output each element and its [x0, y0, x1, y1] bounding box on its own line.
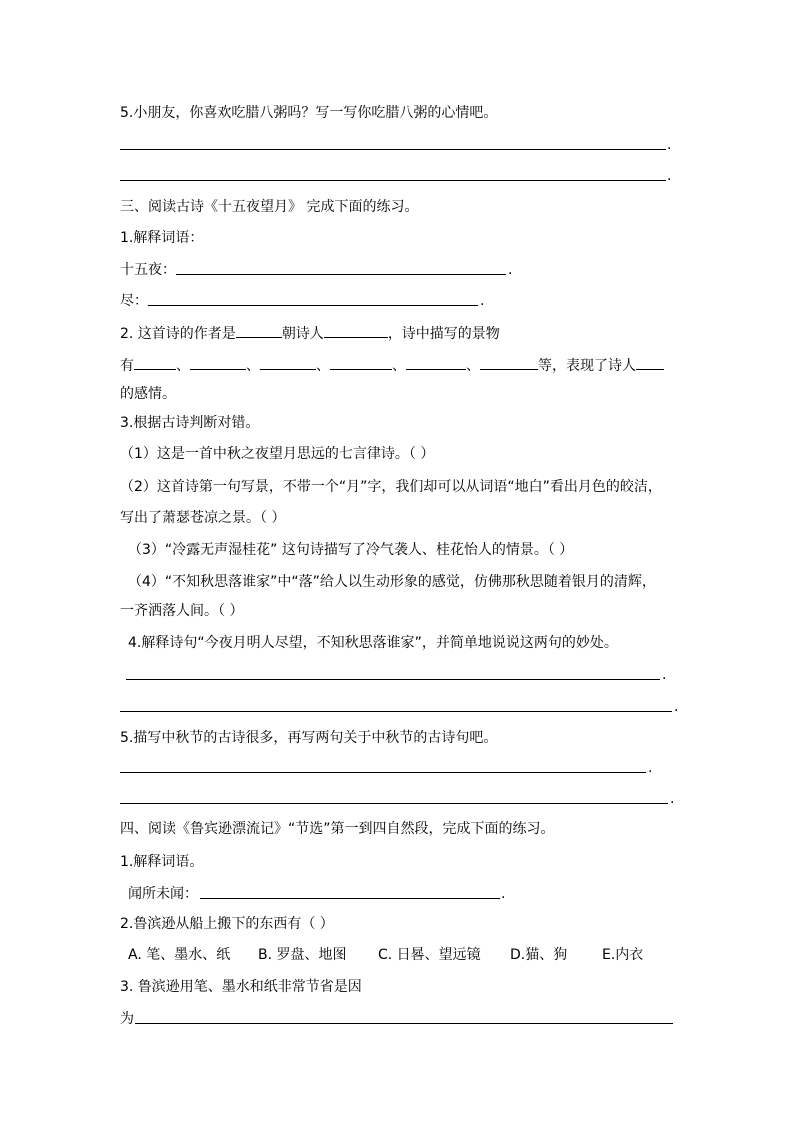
period: .	[480, 293, 485, 309]
period: .	[670, 791, 675, 807]
statement: （1）这是一首中秋之夜望月思远的七言律诗。（ ）	[120, 446, 435, 462]
period: .	[667, 137, 672, 153]
term-label: 闻所未闻：	[128, 886, 198, 902]
answer-line[interactable]	[126, 679, 660, 680]
period: .	[662, 667, 667, 683]
statement: 写出了萧瑟苍凉之景。（ ）	[120, 510, 286, 526]
question-part: 等，表现了诗人	[538, 358, 636, 374]
separator: 、	[316, 358, 330, 374]
period: .	[508, 262, 513, 278]
statement: （2）这首诗第一句写景，不带一个“月”字，我们却可以从词语“地白”看出月色的皎洁，	[120, 479, 662, 495]
question-text: 5.描写中秋节的古诗很多，再写两句关于中秋节的古诗句吧。	[120, 730, 498, 746]
question-text: 的感情。	[120, 386, 176, 402]
blank[interactable]	[636, 355, 664, 370]
question-text: 1.解释词语：	[120, 230, 204, 246]
period: .	[501, 886, 506, 902]
answer-line[interactable]	[135, 1023, 673, 1024]
statement: 一齐洒落人间。（ ）	[120, 603, 244, 619]
answer-line[interactable]	[120, 803, 668, 804]
separator: 、	[466, 358, 480, 374]
separator: 、	[392, 358, 406, 374]
question-text: 4.解释诗句“今夜月明人尽望，不知秋思落谁家”，并简单地说说这两句的妙处。	[128, 635, 618, 651]
blank[interactable]	[260, 355, 316, 370]
option-b[interactable]: B. 罗盘、地图	[258, 947, 347, 963]
question-part: 为	[120, 1011, 134, 1027]
statement: （4）“不知秋思落谁家”中“落”给人以生动形象的感觉，仿佛那秋思随着银月的清辉，	[128, 574, 656, 590]
question-part: ，诗中描写的景物	[387, 326, 500, 342]
section-title: 三、阅读古诗《十五夜望月》 完成下面的练习。	[120, 199, 419, 215]
period: .	[648, 760, 653, 776]
statement: （3）“冷露无声湿桂花” 这句诗描写了冷气袭人、桂花怡人的情景。（ ）	[128, 542, 574, 558]
question-part: 有	[120, 358, 134, 374]
answer-line[interactable]	[148, 305, 478, 306]
blank[interactable]	[236, 323, 282, 338]
answer-line[interactable]	[120, 149, 666, 150]
blank[interactable]	[330, 355, 392, 370]
option-c[interactable]: C. 日晷、望远镜	[378, 947, 481, 963]
question-text	[120, 355, 664, 375]
separator: 、	[246, 358, 260, 374]
blank[interactable]	[406, 355, 466, 370]
blank[interactable]	[134, 355, 176, 370]
question-text: 2.鲁滨逊从船上搬下的东西有（ ）	[120, 916, 334, 932]
answer-line[interactable]	[120, 180, 666, 181]
option-e[interactable]: E.内衣	[602, 947, 644, 963]
term-label: 十五夜：	[120, 262, 176, 278]
term-label: 尽：	[120, 293, 148, 309]
blank[interactable]	[190, 355, 246, 370]
period: .	[674, 699, 679, 715]
answer-line[interactable]	[200, 898, 500, 899]
question-text: 1.解释词语。	[120, 854, 204, 870]
answer-line[interactable]	[176, 274, 506, 275]
blank[interactable]	[324, 323, 388, 338]
question-text: 5.小朋友，你喜欢吃腊八粥吗？写一写你吃腊八粥的心情吧。	[120, 105, 498, 121]
period: .	[667, 168, 672, 184]
question-part: 2. 这首诗的作者是	[120, 326, 236, 342]
answer-line[interactable]	[120, 772, 646, 773]
answer-line[interactable]	[120, 711, 672, 712]
separator: 、	[176, 358, 190, 374]
option-a[interactable]: A. 笔、墨水、纸	[128, 947, 231, 963]
blank[interactable]	[480, 355, 538, 370]
question-text: 3.根据古诗判断对错。	[120, 415, 260, 431]
question-part: 朝诗人	[281, 326, 324, 342]
question-text: 3. 鲁滨逊用笔、墨水和纸非常节省是因	[120, 979, 362, 995]
option-d[interactable]: D.猫、狗	[510, 947, 568, 963]
question-text	[120, 323, 500, 343]
section-title: 四、阅读《鲁宾逊漂流记》“节选”第一到四自然段，完成下面的练习。	[120, 821, 555, 837]
